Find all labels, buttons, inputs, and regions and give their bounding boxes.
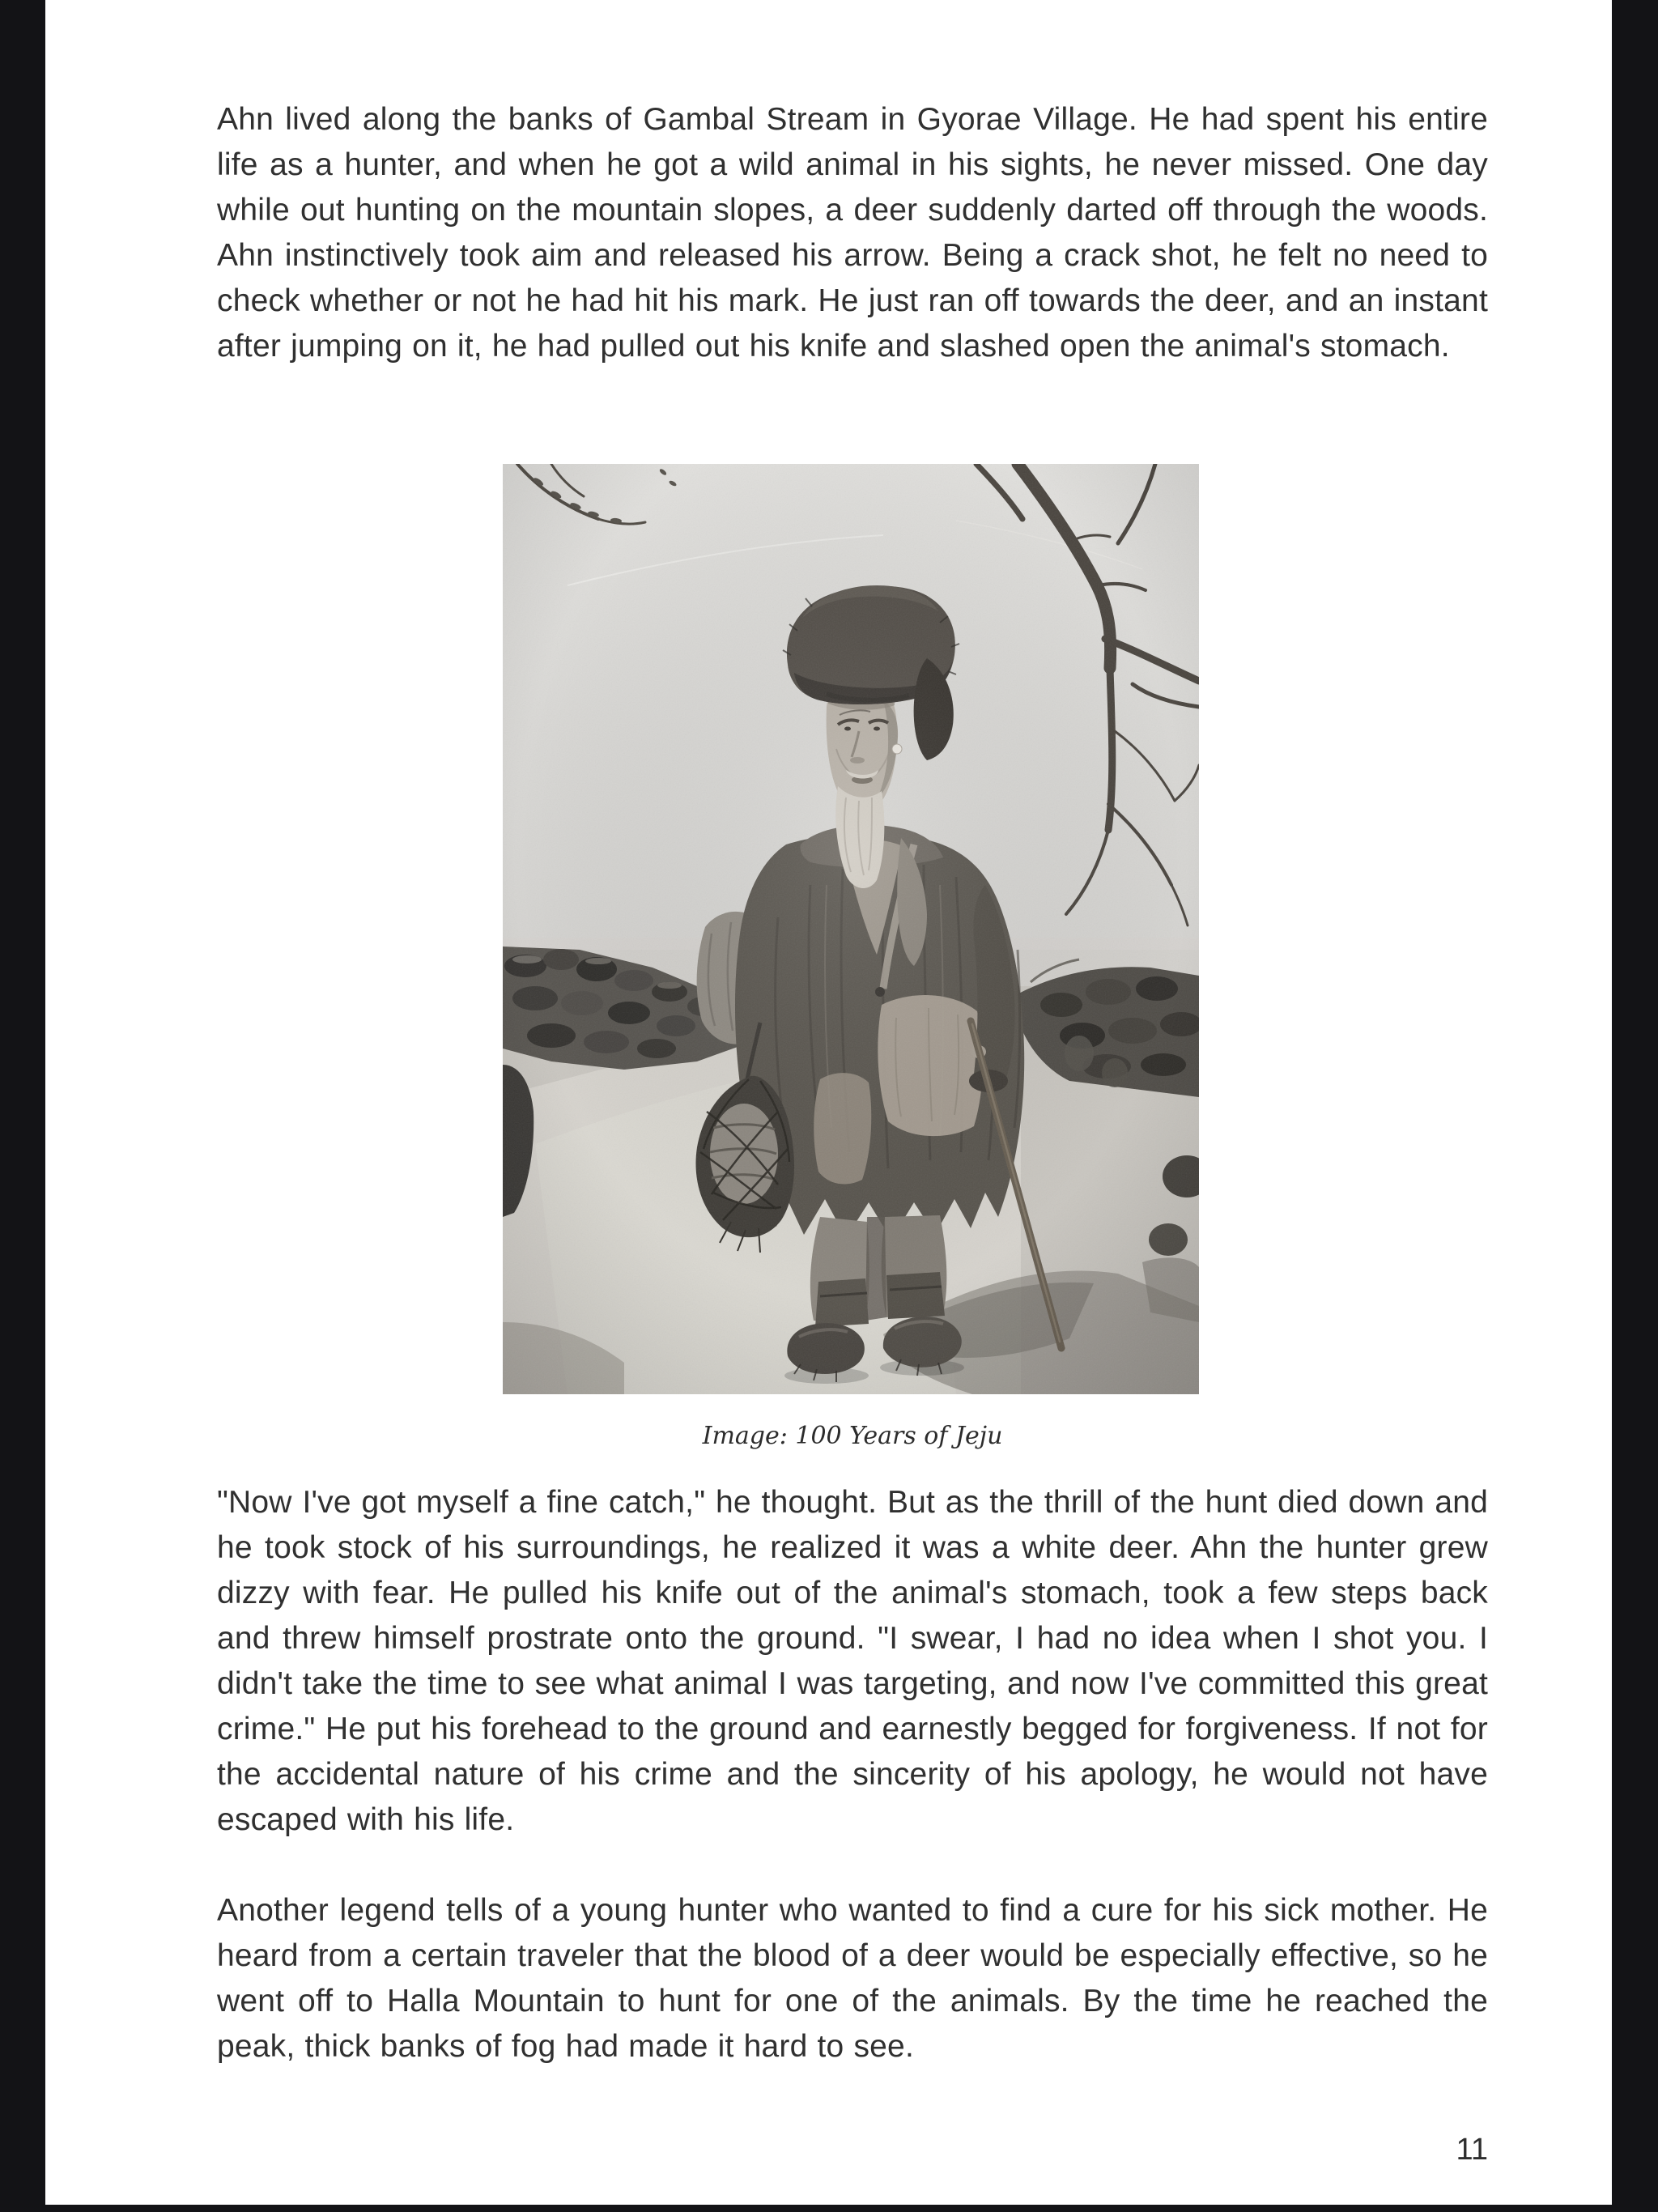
paragraph-2: "Now I've got myself a fine catch," he thought. But as the thrill of the hunt died down and he took stock of his surroundings, he realized it was a white deer. Ahn the hunter grew dizzy with fear. He pulled his knife out of the animal's stomach, took a few steps back and threw himself prostrate onto the ground. "I swear, I had no idea when I shot you. I didn't take the time to see what animal I was targeting, and now I've committed this great crime." He put his forehead to the ground and earnestly begged for forgiveness. If not for the accidental nature of his crime and the sincerity of his apology, he would not have escaped with his life. (217, 1485, 1488, 1837)
photo-grain (503, 464, 1199, 1394)
book-page[interactable] (45, 0, 1612, 2205)
hunter-photo (503, 464, 1199, 1394)
photo-caption: Image: 100 Years of Jeju (702, 1422, 1003, 1450)
paragraph-1: Ahn lived along the banks of Gambal Stream in Gyorae Village. He had spent his entire life as a hunter, and when he got a wild animal in his sights, he never missed. One day while out hunting on the mountain slopes, a deer suddenly darted off through the woods. Ahn instinctively took aim and released his arrow. Being a crack shot, he felt no need to check whether or not he had hit his mark. He just ran off towards the deer, and an instant after jumping on it, he had pulled out his knife and slashed open the animal's stomach. (217, 102, 1488, 364)
paragraph-3: Another legend tells of a young hunter who wanted to find a cure for his sick mother. He heard from a certain traveler that the blood of a deer would be especially effective, so he went off to Halla Mountain to hunt for one of the animals. By the time he reached the peak, thick banks of fog had made it hard to see. (217, 1893, 1488, 2064)
hunter-photo-image (503, 464, 1199, 1394)
page-number: 11 (1456, 2133, 1488, 2167)
